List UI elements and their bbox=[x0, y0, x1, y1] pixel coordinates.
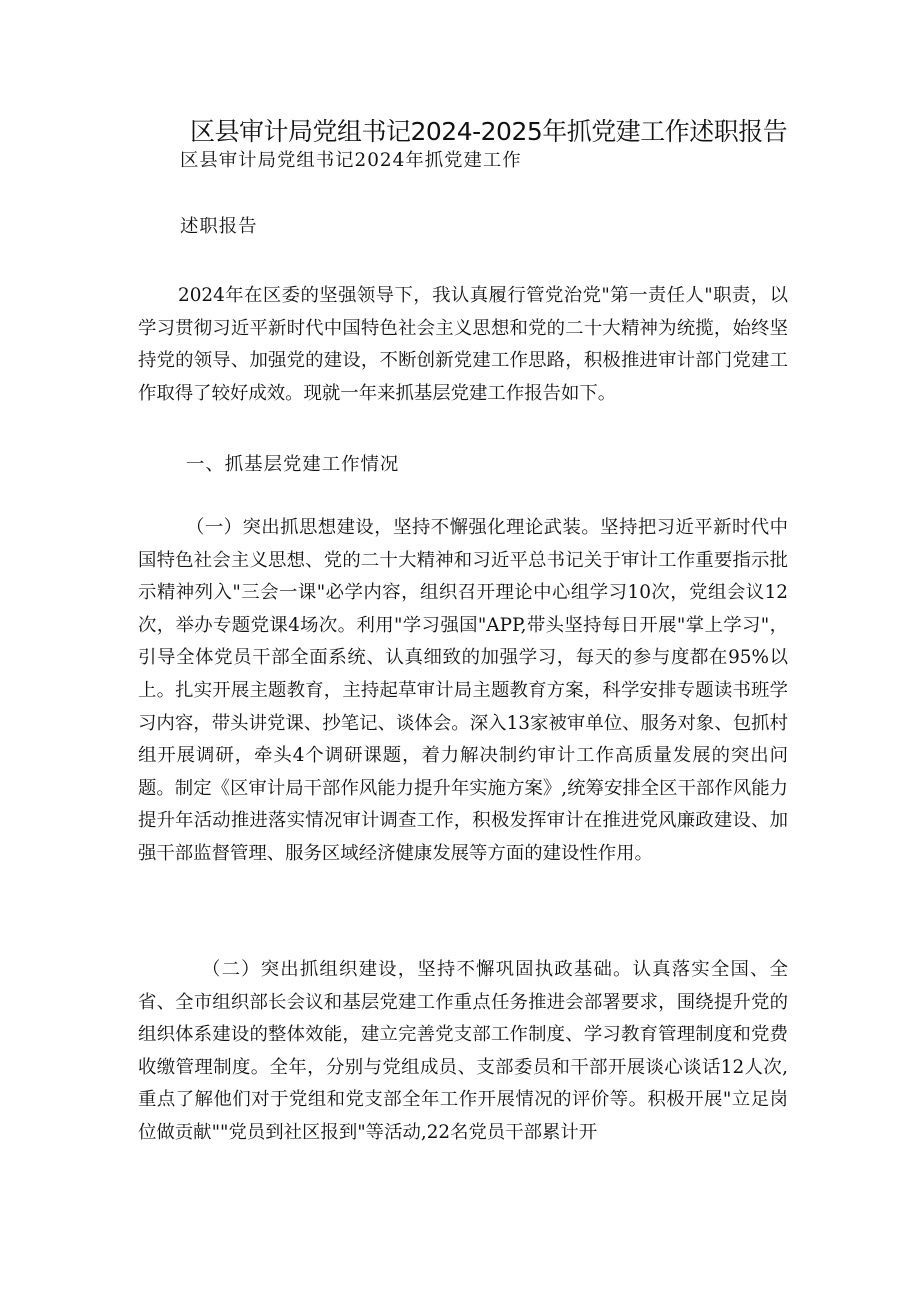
paragraph-organizational-building: （二）突出抓组织建设，坚持不懈巩固执政基础。认真落实全国、全省、全市组织部长会议和基层党建工作重点任务推进会部署要求，围绕提升党的组织体系建设的整体效能，建立完善党支部工作制度、学习教育管理制度和党费收缴管理制度。全年，分别与党组成员、支部委员和干部开展谈心谈话12人次,重点了解他们对于党组和党支部全年工作开展情况的评价等。积极开展"立足岗位做贡献""党员到社区报到"等活动,22名党员干部累计开 bbox=[138, 959, 788, 1143]
document-subtitle: 区县审计局党组书记2024年抓党建工作 bbox=[180, 150, 522, 171]
intro-paragraph: 2024年在区委的坚强领导下，我认真履行管党治党"第一责任人"职责，以学习贯彻习近平新时代中国特色社会主义思想和党的二十大精神为统揽，始终坚持党的领导、加强党的建设，不断创新党建工作思路，积极推进审计部门党建工作取得了较好成效。现就一年来抓基层党建工作报告如下。 bbox=[138, 285, 788, 404]
document-title: 区县审计局党组书记2024-2025年抓党建工作述职报告 bbox=[190, 117, 788, 146]
section-heading: 一、抓基层党建工作情况 bbox=[186, 454, 400, 475]
report-label: 述职报告 bbox=[180, 216, 258, 237]
paragraph-ideological-building: （一）突出抓思想建设，坚持不懈强化理论武装。坚持把习近平新时代中国特色社会主义思想、党的二十大精神和习近平总书记关于审计工作重要指示批示精神列入"三会一课"必学内容，组织召开理论中心组学习10次，党组会议12次，举办专题党课4场次。利用"学习强国"APP,带头坚持每日开展"掌上学习"，引导全体党员干部全面系统、认真细致的加强学习，每天的参与度都在95%以上。扎实开展主题教育，主持起草审计局主题教育方案，科学安排专题读书班学习内容，带头讲党课、抄笔记、谈体会。深入13家被审单位、服务对象、包抓村组开展调研，牵头4个调研课题，着力解决制约审计工作高质量发展的突出问题。制定《区审计局干部作风能力提升年实施方案》,统筹安排全区干部作风能力提升年活动推进落实情况审计调查工作，积极发挥审计在推进党风廉政建设、加强干部监督管理、服务区域经济健康发展等方面的建设性作用。 bbox=[138, 517, 788, 864]
